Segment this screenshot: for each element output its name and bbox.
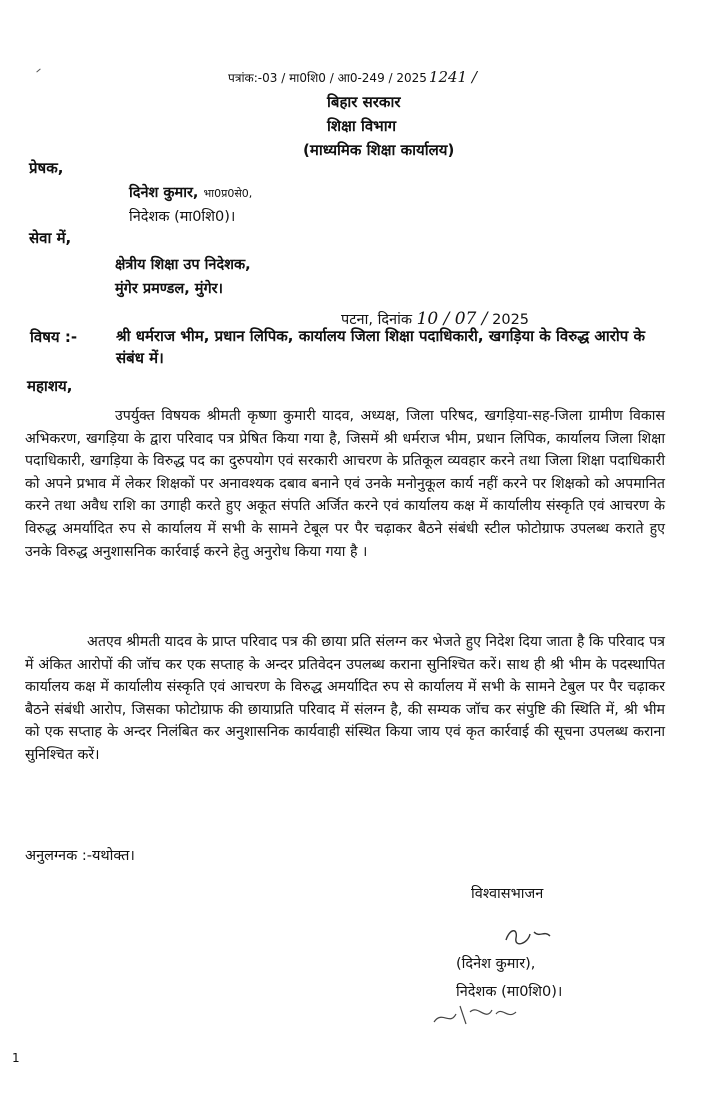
office-government: बिहार सरकार bbox=[327, 93, 401, 111]
sender-designation: निदेशक (मा0शि0)। bbox=[129, 209, 236, 225]
paragraph-1 bbox=[25, 405, 665, 563]
date-handwritten: 10 / 07 / bbox=[416, 309, 488, 329]
date-year: 2025 bbox=[492, 312, 530, 328]
date-prefix: पटना, दिनांक bbox=[341, 312, 412, 328]
closing-designation: निदेशक (मा0शि0)। bbox=[456, 984, 563, 1000]
reference-number bbox=[228, 68, 477, 86]
closing-name: (दिनेश कुमार), bbox=[456, 956, 536, 972]
office-department: शिक्षा विभाग bbox=[327, 117, 397, 135]
paragraph-2-text: अतएव श्रीमती यादव के प्राप्त परिवाद पत्र की छाया प्रति संलग्न कर भेजते हुए निदेश दिया जाता है कि परिवाद पत्र में अंकित आरोपों की जॉच कर एक सप्ताह के अन्दर प्रतिवेदन उपलब्ध कराना सुनिश्चित करें। साथ ही श्री भीम के पदस्थापित कार्यालय कक्ष में कार्यालीय संस्कृति एवं आचरण के विरुद्ध अमर्यादित रुप से कार्यालय में सभी के सामने टेबुल पर पैर चढ़ाकर बैठने संबंधी आरोप, जिसका फोटोग्राफ की छायाप्रति परिवाद में संलग्न है, की सम्यक जॉच कर संपुष्टि की स्थिति में, श्री भीम को एक सप्ताह के अन्दर निलंबित कर अनुशासनिक कार्यवाही संस्थित किया जाय एवं कृत कार्रवाई की सूचना उपलब्ध कराना सुनिश्चित करें। bbox=[25, 634, 665, 763]
signature-scribble bbox=[500, 924, 560, 948]
initials-scribble bbox=[430, 996, 520, 1030]
valediction: विश्वासभाजन bbox=[471, 886, 544, 902]
enclosure: अनुलग्नक :-यथोक्त। bbox=[25, 848, 135, 864]
subject-label: विषय :- bbox=[30, 328, 78, 346]
subject-text: श्री धर्मराज भीम, प्रधान लिपिक, कार्यालय जिला शिक्षा पदाधिकारी, खगड़िया के विरुद्ध आरोप के संबंध में। bbox=[116, 327, 646, 367]
recipient-label: सेवा में, bbox=[29, 229, 72, 247]
paragraph-1-text: उपर्युक्त विषयक श्रीमती कृष्णा कुमारी यादव, अध्यक्ष, जिला परिषद, खगड़िया-सह-जिला ग्रामीण विकास अभिकरण, खगड़िया के द्वारा परिवाद पत्र प्रेषित किया गया है, जिसमें श्री धर्मराज भीम, प्रधान लिपिक, कार्यालय जिला शिक्षा पदाधिकारी, खगड़िया के विरुद्ध पद का दुरुपयोग एवं सरकारी आचरण के प्रतिकूल व्यवहार करने तथा जिला शिक्षा पदाधिकारी को अपने प्रभाव में लेकर शिक्षकों पर अनावश्यक दबाव बनाने एवं उनके मनोनुकूल कार्य नहीं करने पर शिक्षको को अपमानित करने तथा अवैध राशि का उगाही करते हुए अकूत संपति अर्जित करने एवं कार्यालय कक्ष में कार्यालीय संस्कृति एवं आचरण के विरुद्ध अमर्यादित रुप से कार्यालय में सभी के सामने टेबूल पर पैर चढ़ाकर बैठने संबंधी स्टील फोटोग्राफ उपलब्ध कराते हुए उनके विरुद्ध अनुशासनिक कार्रवाई करने हेतु अनुरोध किया गया है । bbox=[25, 408, 665, 560]
sender-label: प्रेषक, bbox=[29, 159, 64, 177]
sender-service: भा0प्र0से0, bbox=[203, 187, 253, 200]
scan-mark bbox=[36, 69, 40, 73]
sender-name-line bbox=[129, 182, 252, 202]
sender-name: दिनेश कुमार, bbox=[129, 185, 199, 201]
paragraph-2 bbox=[25, 631, 665, 767]
recipient-line2: मुंगेर प्रमण्डल, मुंगेर। bbox=[115, 281, 224, 297]
salutation: महाशय, bbox=[27, 377, 73, 395]
reference-handwritten: 1241 / bbox=[428, 68, 477, 86]
page-number: 1 bbox=[12, 1051, 20, 1065]
recipient-line1: क्षेत्रीय शिक्षा उप निदेशक, bbox=[115, 257, 251, 273]
office-section: (माध्यमिक शिक्षा कार्यालय) bbox=[303, 141, 455, 159]
reference-printed: पत्रांक:-03 / मा0शि0 / आ0-249 / 2025 bbox=[228, 71, 427, 85]
